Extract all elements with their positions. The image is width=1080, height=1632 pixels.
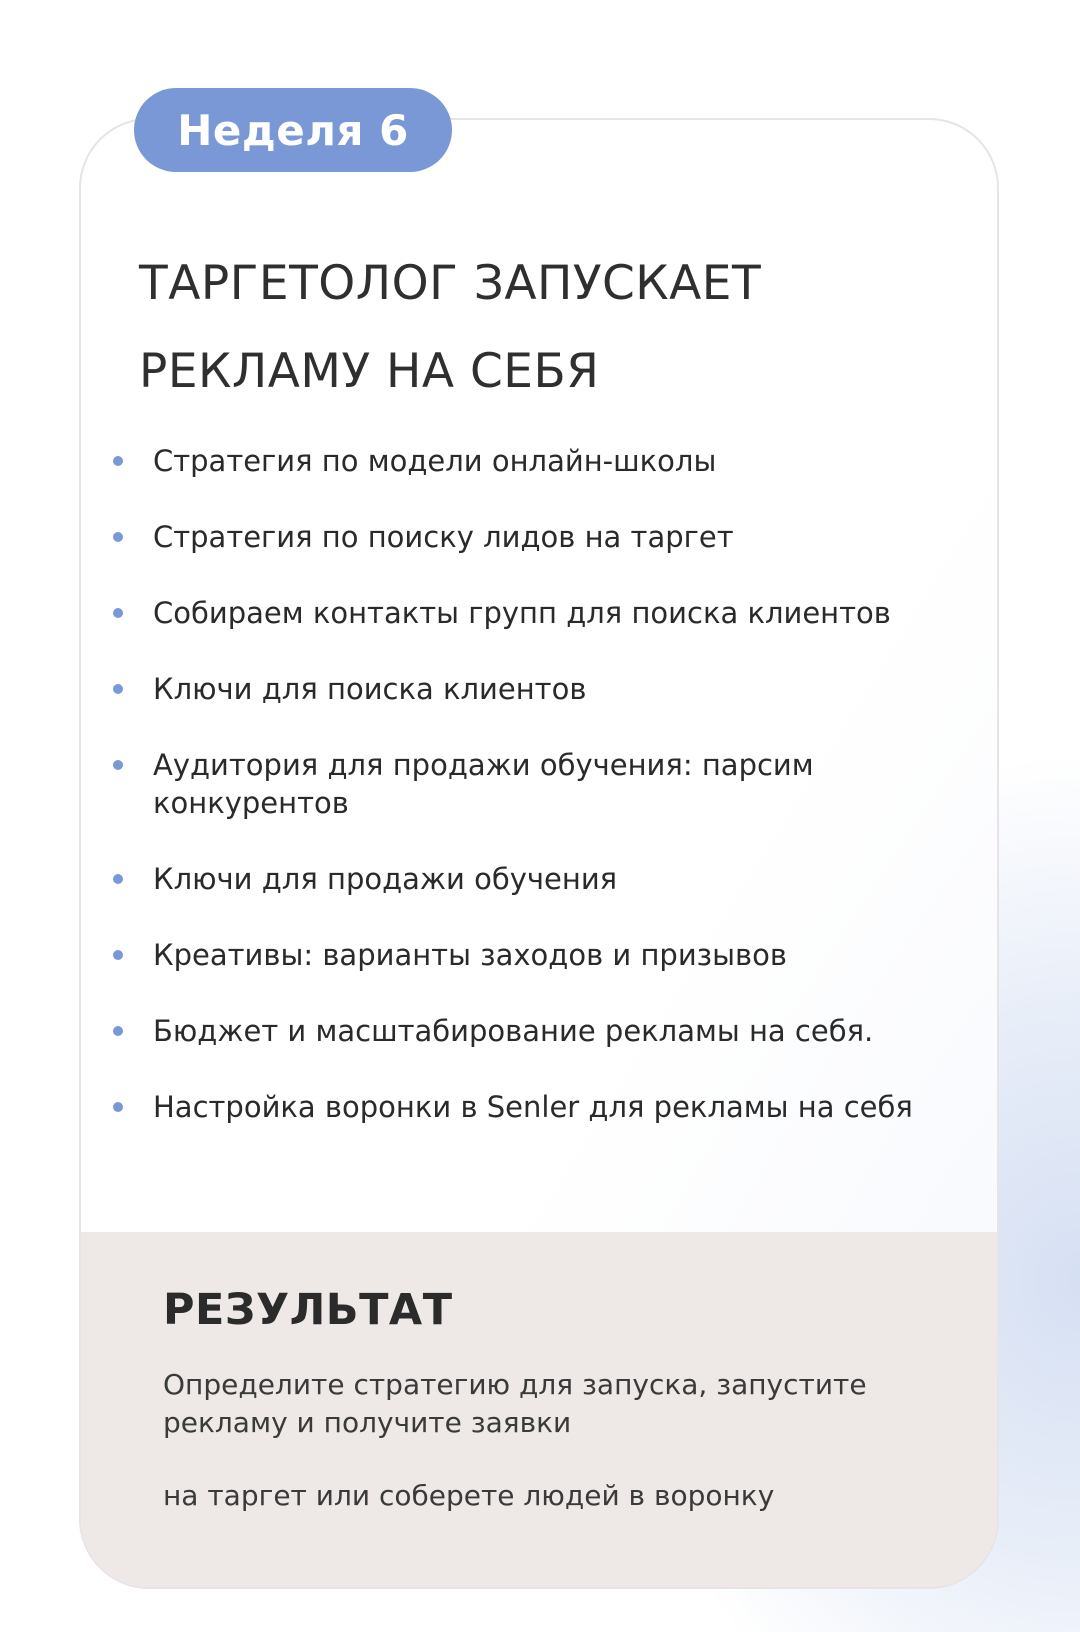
topic-item	[111, 518, 981, 556]
topic-item	[111, 1012, 981, 1050]
topic-item	[111, 670, 981, 708]
topic-text: Бюджет и масштабирование рекламы на себя.	[153, 1014, 874, 1048]
result-section	[81, 1232, 997, 1587]
title-line-2: РЕКЛАМУ НА СЕБЯ	[139, 344, 600, 399]
bullet-icon	[113, 950, 123, 960]
week-card	[79, 118, 999, 1589]
bullet-icon	[113, 684, 123, 694]
topic-item	[111, 594, 981, 632]
bullet-icon	[113, 874, 123, 884]
result-paragraph-2: на таргет или соберете людей в воронку	[163, 1479, 775, 1512]
topic-item	[111, 936, 981, 974]
week-title	[139, 240, 959, 416]
bullet-icon	[113, 1026, 123, 1036]
topic-text: Собираем контакты групп для поиска клиентов	[153, 596, 891, 630]
topic-text: Креативы: варианты заходов и призывов	[153, 938, 787, 972]
topic-text: Настройка воронки в Senler для рекламы на себя	[153, 1090, 913, 1124]
result-heading: РЕЗУЛЬТАТ	[163, 1285, 453, 1335]
card-body	[81, 120, 997, 1232]
bullet-icon	[113, 532, 123, 542]
topic-text: Ключи для поиска клиентов	[153, 672, 587, 706]
title-line-1: ТАРГЕТОЛОГ ЗАПУСКАЕТ	[139, 256, 762, 311]
topic-item	[111, 860, 981, 898]
bullet-icon	[113, 456, 123, 466]
topic-text: Ключи для продажи обучения	[153, 862, 618, 896]
topic-text: Стратегия по модели онлайн-школы	[153, 444, 717, 478]
topic-item	[111, 746, 981, 822]
topic-text: Аудитория для продажи обучения: парсим конкурентов	[153, 748, 814, 820]
bullet-icon	[113, 1102, 123, 1112]
week-badge: Неделя 6	[134, 88, 452, 172]
topic-text: Стратегия по поиску лидов на таргет	[153, 520, 734, 554]
bullet-icon	[113, 608, 123, 618]
bullet-icon	[113, 760, 123, 770]
result-paragraph-1: Определите стратегию для запуска, запустите рекламу и получите заявки	[163, 1368, 867, 1439]
topic-item	[111, 442, 981, 480]
topic-item	[111, 1088, 981, 1126]
topic-list	[111, 442, 981, 1164]
